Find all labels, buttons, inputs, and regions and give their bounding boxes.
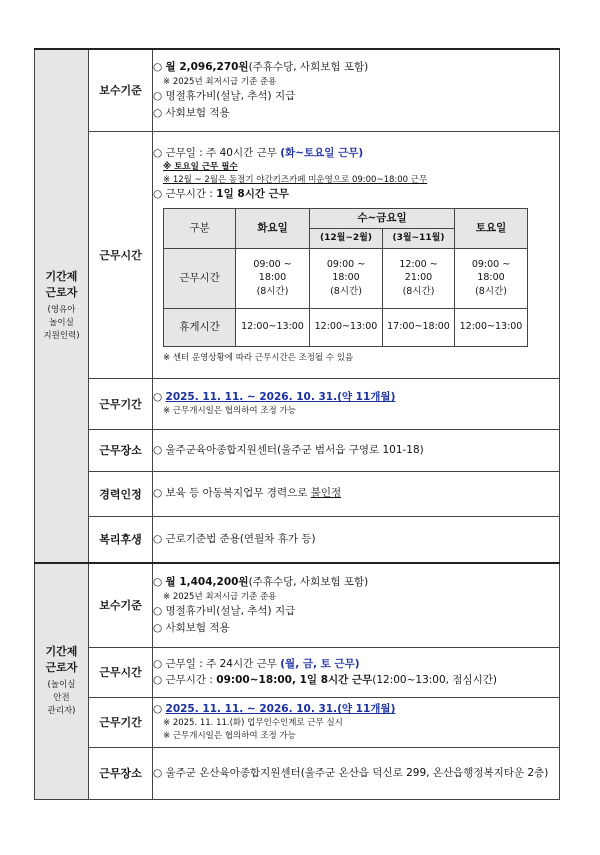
g2-period-row: [35, 697, 560, 747]
g2-pay-holiday: ○ 명절휴가비(설날, 추석) 지급: [153, 605, 296, 618]
g1-welfare-row: [35, 516, 560, 563]
g2-category-sub: (놀이실 안전 관리자): [47, 679, 76, 717]
g1-hours-label: 근무시간: [89, 131, 153, 378]
g1-hours-content: [153, 131, 560, 378]
sched-header-other: (3월~11월): [383, 228, 455, 248]
g1-period-label: 근무기간: [89, 378, 153, 429]
g1-period-note: ※ 근무개시일은 협의하여 조정 가능: [163, 406, 296, 417]
g1-pay-label: 보수기준: [89, 49, 153, 131]
g1-category: 기간제 근로자: [45, 269, 78, 299]
g1-winter-note: ※ 12월 ~ 2월은 동절기 야간키즈카페 미운영으로 09:00~18:00 근무: [163, 174, 428, 185]
g1-career-prefix: ○ 보육 등 아동복지업무 경력으로: [153, 487, 311, 500]
sched-work-sat: 09:00 ~ 18:00 (8시간): [455, 248, 528, 308]
g2-place-value: ○ 울주군 온산육아종합지원센터(울주군 온산읍 덕신로 299, 온산읍행정복지타운 2층): [153, 766, 549, 779]
g1-workdays-highlight: (화~토요일 근무): [280, 146, 364, 159]
g1-pay-content: [153, 49, 560, 131]
sched-rest-tue: 12:00~13:00: [236, 308, 310, 346]
g2-hours-label: 근무시간: [89, 647, 153, 697]
g1-pay-note: ※ 2025년 최저시급 기준 준용: [163, 76, 277, 87]
g1-workdays: ○ 근무일 : 주 40시간 근무: [153, 146, 277, 159]
sched-header-gubun: 구분: [164, 208, 236, 248]
sched-work-other: 12:00 ~ 21:00 (8시간): [383, 248, 455, 308]
g1-pay-amount-detail: (주휴수당, 사회보험 포함): [248, 61, 369, 74]
g1-schedule-table: [163, 208, 528, 347]
g1-period-content: [153, 378, 560, 429]
sched-row-work-label: 근무시간: [164, 248, 236, 308]
g1-pay-amount: 월 2,096,270원: [165, 61, 249, 74]
g2-pay-label: 보수기준: [89, 563, 153, 647]
g2-hours-content: [153, 647, 560, 697]
g1-worktime-prefix: ○ 근무시간 :: [153, 188, 213, 201]
g1-period-row: [35, 378, 560, 429]
g1-place-value: ○ 울주군육아종합지원센터(울주군 범서읍 구영로 101-18): [153, 443, 424, 456]
g1-worktime-value: 1일 8시간 근무: [216, 188, 289, 201]
g2-workdays: ○ 근무일 : 주 24시간 근무: [153, 657, 277, 670]
g1-pay-holiday: ○ 명절휴가비(설날, 추석) 지급: [153, 90, 296, 103]
g1-period-bullet: ○: [153, 390, 163, 403]
g2-worktime-prefix: ○ 근무시간 :: [153, 674, 213, 686]
recruitment-conditions-table: [34, 48, 560, 800]
g2-hours-row: [35, 647, 560, 697]
g2-period-label: 근무기간: [89, 697, 153, 747]
g1-welfare-value: ○ 근로기준법 준용(연월차 휴가 등): [153, 533, 316, 546]
sched-header-tue: 화요일: [236, 208, 310, 248]
sched-row-rest-label: 휴게시간: [164, 308, 236, 346]
g1-saturday-note: ※ 토요일 근무 필수: [163, 161, 238, 172]
document: [34, 48, 559, 800]
g2-workdays-highlight: (월, 금, 토 근무): [280, 657, 360, 670]
sched-rest-sat: 12:00~13:00: [455, 308, 528, 346]
g2-pay-insurance: ○ 사회보험 적용: [153, 621, 230, 634]
sched-rest-winter: 12:00~13:00: [310, 308, 383, 346]
g1-hours-footnote: ※ 센터 운영상황에 따라 근무시간은 조정될 수 있음: [163, 352, 354, 363]
g2-category: 기간제 근로자: [45, 645, 78, 674]
g2-pay-amount: 월 1,404,200원: [165, 576, 249, 589]
sched-work-tue: 09:00 ~ 18:00 (8시간): [236, 248, 310, 308]
g2-pay-row: [35, 563, 560, 647]
sched-rest-other: 17:00~18:00: [383, 308, 455, 346]
g2-period-value: 2025. 11. 11. ~ 2026. 10. 31.(약 11개월): [165, 703, 396, 716]
g1-career-value: 불인정: [310, 487, 342, 500]
g2-worktime-value: 09:00~18:00, 1일 8시간 근무: [216, 674, 373, 686]
sched-header-wedfri: 수~금요일: [310, 208, 455, 228]
g1-period-value: 2025. 11. 11. ~ 2026. 10. 31.(약 11개월): [165, 390, 396, 403]
g1-place-label: 근무장소: [89, 429, 153, 471]
g2-pay-bullet: ○: [153, 576, 163, 589]
g2-period-note-adjust: ※ 근무개시일은 협의하여 조정 가능: [163, 731, 296, 742]
g2-category-cell: [35, 563, 89, 799]
g2-place-row: [35, 747, 560, 799]
g1-pay-row: [35, 49, 560, 131]
g1-welfare-label: 복리후생: [89, 516, 153, 563]
g1-place-row: [35, 429, 560, 471]
g2-place-label: 근무장소: [89, 747, 153, 799]
sched-header-winter: (12월~2월): [310, 228, 383, 248]
g1-pay-insurance: ○ 사회보험 적용: [153, 106, 230, 119]
g2-period-note-handover: ※ 2025. 11. 11.(화) 업무인수인계로 근무 실시: [163, 718, 343, 729]
g1-hours-row: [35, 131, 560, 378]
g1-category-sub: (영유아 놀이실 지원인력): [43, 304, 80, 342]
g2-pay-content: [153, 563, 560, 647]
g1-category-cell: [35, 49, 89, 563]
sched-work-winter: 09:00 ~ 18:00 (8시간): [310, 248, 383, 308]
g2-pay-amount-detail: (주휴수당, 사회보험 포함): [248, 576, 369, 589]
sched-header-sat: 토요일: [455, 208, 528, 248]
g1-career-label: 경력인정: [89, 471, 153, 516]
g1-career-row: [35, 471, 560, 516]
g2-period-bullet: ○: [153, 703, 163, 716]
g2-pay-note: ※ 2025년 최저시급 기준 준용: [163, 591, 277, 602]
g2-worktime-suffix: (12:00~13:00, 점심시간): [372, 674, 497, 686]
g1-pay-bullet: ○: [153, 61, 163, 74]
g2-period-content: [153, 697, 560, 747]
